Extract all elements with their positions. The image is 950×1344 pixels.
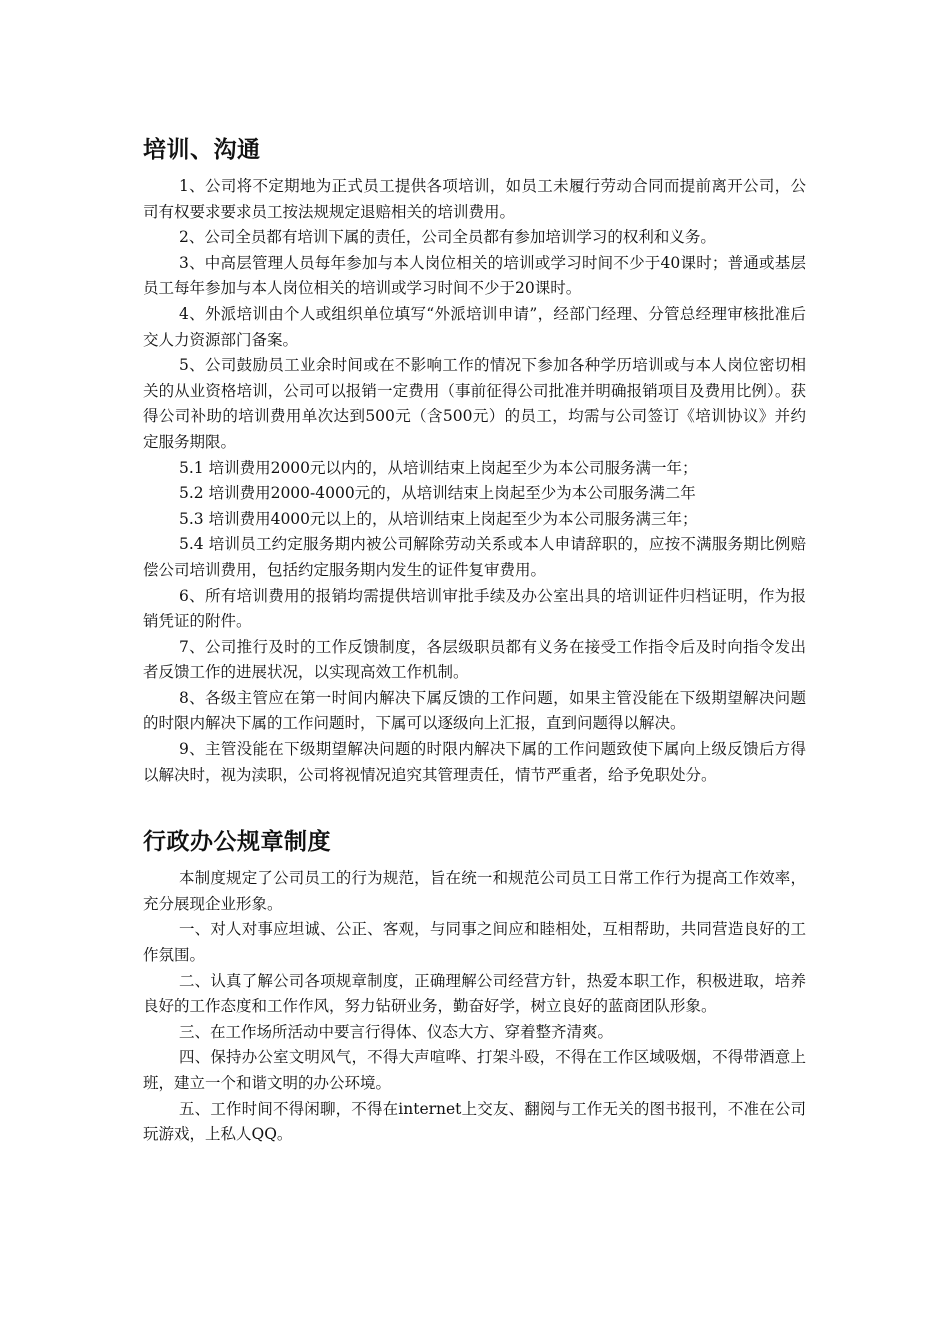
section-title-training: 培训、沟通 <box>143 137 261 163</box>
section-body-admin-rules <box>143 866 806 1148</box>
paragraph: 5.2 培训费用2000-4000元的，从培训结束上岗起至少为本公司服务满二年 <box>179 484 696 503</box>
paragraph: 四、保持办公室文明风气，不得大声喧哗、打架斗殴，不得在工作区域吸烟，不得带酒意上班，建立一个和谐文明的办公环境。 <box>143 1048 806 1092</box>
paragraph: 三、在工作场所活动中要言行得体、仪态大方、穿着整齐清爽。 <box>179 1022 614 1041</box>
section-body-training <box>143 174 806 788</box>
document-page <box>143 126 806 1148</box>
paragraph: 5.1 培训费用2000元以内的，从培训结束上岗起至少为本公司服务满一年； <box>179 458 698 477</box>
paragraph: 1、公司将不定期地为正式员工提供各项培训，如员工未履行劳动合同而提前离开公司，公司有权要求要求员工按法规规定退赔相关的培训费用。 <box>143 177 806 221</box>
paragraph: 8、各级主管应在第一时间内解决下属反馈的工作问题，如果主管没能在下级期望解决问题的时限内解决下属的工作问题时，下属可以逐级向上汇报，直到问题得以解决。 <box>143 688 806 733</box>
paragraph: 5、公司鼓励员工业余时间或在不影响工作的情况下参加各种学历培训或与本人岗位密切相关的从业资格培训，公司可以报销一定费用（事前征得公司批准并明确报销项目及费用比例）。获得公司补助的培训费用单次达到500元（含500元）的员工，均需与公司签订《培训协议》并约定服务期限。 <box>143 356 806 451</box>
section-title-admin-rules: 行政办公规章制度 <box>143 829 331 856</box>
paragraph: 二、认真了解公司各项规章制度，正确理解公司经营方针，热爱本职工作，积极进取，培养良好的工作态度和工作作风，努力钻研业务，勤奋好学，树立良好的蓝商团队形象。 <box>143 971 806 1016</box>
paragraph: 一、对人对事应坦诚、公正、客观，与同事之间应和睦相处，互相帮助，共同营造良好的工作氛围。 <box>143 920 806 965</box>
paragraph: 4、外派培训由个人或组织单位填写“外派培训申请”，经部门经理、分管总经理审核批准后交人力资源部门备案。 <box>143 304 806 349</box>
paragraph: 2、公司全员都有培训下属的责任，公司全员都有参加培训学习的权利和义务。 <box>179 228 716 247</box>
paragraph: 本制度规定了公司员工的行为规范，旨在统一和规范公司员工日常工作行为提高工作效率，充分展现企业形象。 <box>143 869 806 913</box>
paragraph: 5.3 培训费用4000元以上的，从培训结束上岗起至少为本公司服务满三年； <box>179 509 698 528</box>
paragraph: 7、公司推行及时的工作反馈制度，各层级职员都有义务在接受工作指令后及时向指令发出者反馈工作的进展状况，以实现高效工作机制。 <box>143 637 806 682</box>
paragraph: 5.4 培训员工约定服务期内被公司解除劳动关系或本人申请辞职的，应按不满服务期比例赔偿公司培训费用，包括约定服务期内发生的证件复审费用。 <box>143 535 806 579</box>
paragraph: 9、主管没能在下级期望解决问题的时限内解决下属的工作问题致使下属向上级反馈后方得以解决时，视为渎职，公司将视情况追究其管理责任，情节严重者，给予免职处分。 <box>143 740 806 784</box>
paragraph: 3、中高层管理人员每年参加与本人岗位相关的培训或学习时间不少于40课时；普通或基层员工每年参加与本人岗位相关的培训或学习时间不少于20课时。 <box>143 253 806 298</box>
paragraph: 6、所有培训费用的报销均需提供培训审批手续及办公室出具的培训证件归档证明，作为报销凭证的附件。 <box>143 586 806 631</box>
paragraph: 五、工作时间不得闲聊，不得在internet上交友、翻阅与工作无关的图书报刊，不准在公司玩游戏，上私人QQ。 <box>143 1099 806 1144</box>
